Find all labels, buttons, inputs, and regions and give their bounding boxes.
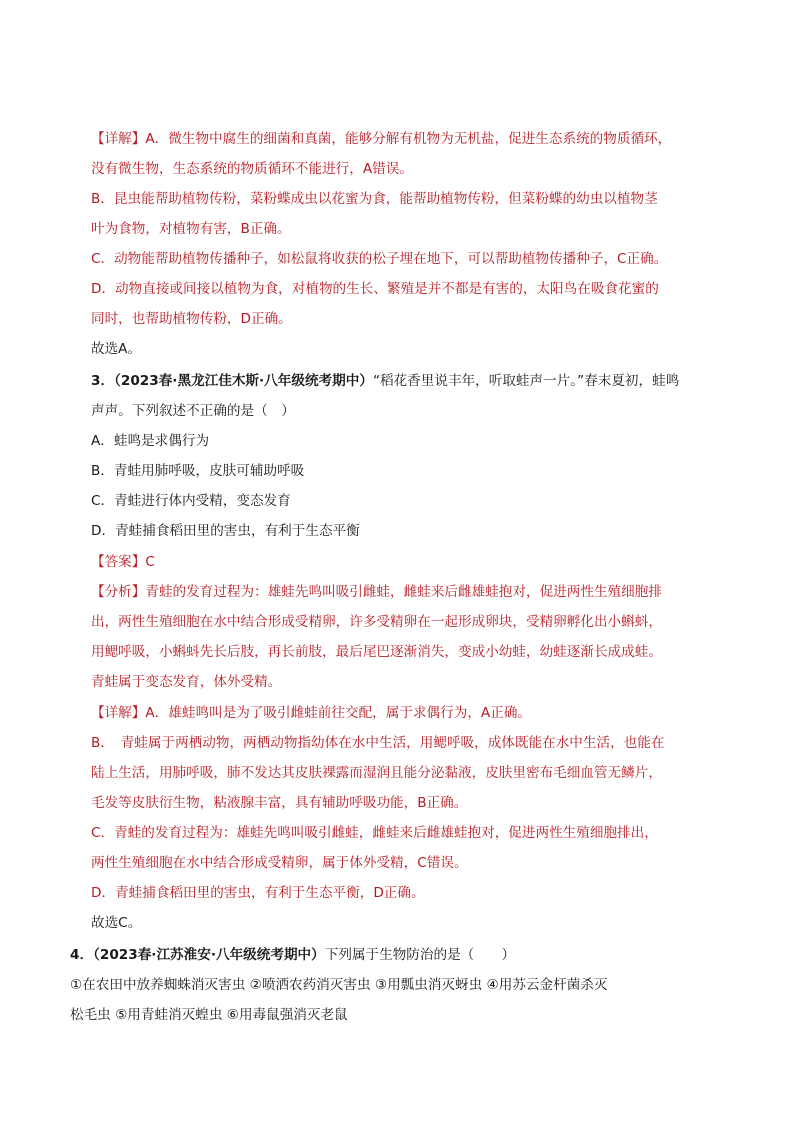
q4-items-line-1: ①在农田中放养蜘蛛消灭害虫 ②喷洒农药消灭害虫 ③用瓢虫消灭蚜虫 ④用苏云金杆菌杀灭 <box>70 977 608 993</box>
q3-source: （2023春·黑龙江佳木斯·八年级统考期中） <box>114 373 373 389</box>
q3-analysis-line-4: 青蛙属于变态发育，体外受精。 <box>91 674 282 690</box>
q2-explain-line-4: 叶为食物，对植物有害，B正确。 <box>91 221 291 237</box>
q2-explain-line-7: 同时，也帮助植物传粉，D正确。 <box>91 311 292 327</box>
q3-explain-line-1: 【详解】A．雄蛙鸣叫是为了吸引雌蛙前往交配，属于求偶行为，A正确。 <box>91 705 532 721</box>
q3-answer: 【答案】C <box>91 554 155 570</box>
q3-analysis-line-2: 出，两性生殖细胞在水中结合形成受精卵，许多受精卵在一起形成卵块，受精卵孵化出小蝌蚪， <box>91 614 662 630</box>
q3-analysis-line-1: 【分析】青蛙的发育过程为：雄蛙先鸣叫吸引雌蛙，雌蛙来后雌雄蛙抱对，促进两性生殖细胞排 <box>91 584 662 600</box>
q2-explain-line-5: C．动物能帮助植物传播种子，如松鼠将收获的松子埋在地下，可以帮助植物传播种子，C正确。 <box>91 251 668 267</box>
q4-items-line-2: 松毛虫 ⑤用青蛙消灭蝗虫 ⑥用毒鼠强消灭老鼠 <box>70 1007 348 1023</box>
q3-stem-line-1 <box>91 372 679 390</box>
q4-stem-text: 下列属于生物防治的是（ ） <box>324 947 516 963</box>
q2-explain-line-6: D．动物直接或间接以植物为食，对植物的生长、繁殖是并不都是有害的，太阳鸟在吸食花蜜的 <box>91 281 659 297</box>
q2-explain-line-2: 没有微生物，生态系统的物质循环不能进行，A错误。 <box>91 161 413 177</box>
q3-explain-line-6: 两性生殖细胞在水中结合形成受精卵，属于体外受精，C错误。 <box>91 855 468 871</box>
q3-option-a: A．蛙鸣是求偶行为 <box>91 433 210 449</box>
q3-explain-line-5: C．青蛙的发育过程为：雄蛙先鸣叫吸引雌蛙，雌蛙来后雌雄蛙抱对，促进两性生殖细胞排出， <box>91 825 658 841</box>
q3-stem-text: “稻花香里说丰年，听取蛙声一片。”春末夏初，蛙鸣 <box>372 373 680 389</box>
q3-explain-line-2: B． 青蛙属于两栖动物，两栖动物指幼体在水中生活，用鳃呼吸，成体既能在水中生活，也能在 <box>91 735 665 751</box>
q3-stem-line-2: 声声。下列叙述不正确的是（ ） <box>91 403 295 419</box>
q3-explain-line-3: 陆上生活，用肺呼吸，肺不发达其皮肤裸露而湿润且能分泌黏液，皮肤里密布毛细血管无鳞片， <box>91 765 662 781</box>
q3-option-c: C．青蛙进行体内受精，变态发育 <box>91 493 291 509</box>
q3-option-b: B．青蛙用肺呼吸，皮肤可辅助呼吸 <box>91 463 305 479</box>
q2-explain-line-3: B．昆虫能帮助植物传粉，菜粉蝶成虫以花蜜为食，能帮助植物传粉，但菜粉蝶的幼虫以植物茎 <box>91 191 658 207</box>
q4-number: 4． <box>70 947 94 963</box>
q3-option-d: D．青蛙捕食稻田里的害虫，有利于生态平衡 <box>91 523 360 539</box>
q2-explain-line-1: 【详解】A．微生物中腐生的细菌和真菌，能够分解有机物为无机盐，促进生态系统的物质循环， <box>91 131 672 147</box>
q3-explain-line-4: 毛发等皮肤衍生物，粘液腺丰富，具有辅助呼吸功能，B正确。 <box>91 795 468 811</box>
q3-analysis-line-3: 用鳃呼吸，小蝌蚪先长后肢，再长前肢，最后尾巴逐渐消失，变成小幼蛙，幼蛙逐渐长成成蛙。 <box>91 644 662 660</box>
q3-number: 3． <box>91 373 115 389</box>
q2-conclusion: 故选A。 <box>91 341 142 357</box>
q4-stem <box>70 946 515 964</box>
q4-source: （2023春·江苏淮安·八年级统考期中） <box>93 947 325 963</box>
q3-explain-line-7: D．青蛙捕食稻田里的害虫，有利于生态平衡，D正确。 <box>91 885 425 901</box>
q3-conclusion: 故选C。 <box>91 915 142 931</box>
